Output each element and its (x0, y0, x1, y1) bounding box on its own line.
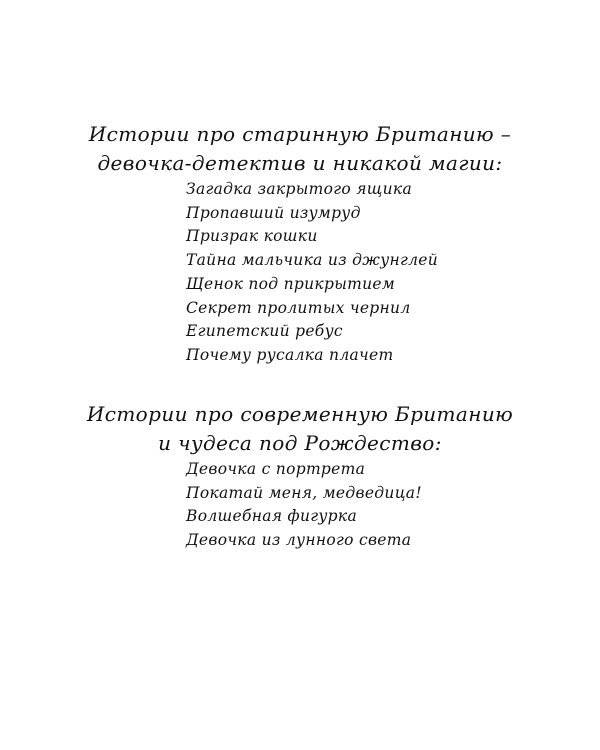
book-title: Волшебная фигурка (186, 507, 358, 526)
book-title: Египетский ребус (186, 322, 343, 341)
section-heading-modern-britain (0, 400, 600, 458)
book-title: Щенок под прикрытием (186, 274, 396, 293)
heading-line: и чудеса под Рождество: (158, 431, 442, 455)
book-title: Тайна мальчика из джунглей (186, 251, 439, 270)
book-title: Пропавший изумруд (186, 203, 361, 222)
book-title: Покатай меня, медведица! (186, 483, 422, 502)
book-list-old-britain (186, 178, 438, 368)
book-title: Девочка с портрета (186, 460, 366, 478)
book-title: Секрет пролитых чернил (186, 298, 411, 317)
heading-line: девочка-детектив и никакой магии: (97, 151, 503, 175)
book-title: Девочка из лунного света (186, 531, 412, 550)
heading-line: Истории про современную Британию (86, 402, 514, 426)
book-title: Призрак кошки (186, 227, 318, 246)
heading-line: Истории про старинную Британию – (88, 122, 512, 146)
section-heading-old-britain (0, 120, 600, 178)
book-list-modern-britain (186, 458, 422, 553)
book-title: Загадка закрытого ящика (186, 180, 412, 198)
book-title: Почему русалка плачет (186, 345, 394, 364)
